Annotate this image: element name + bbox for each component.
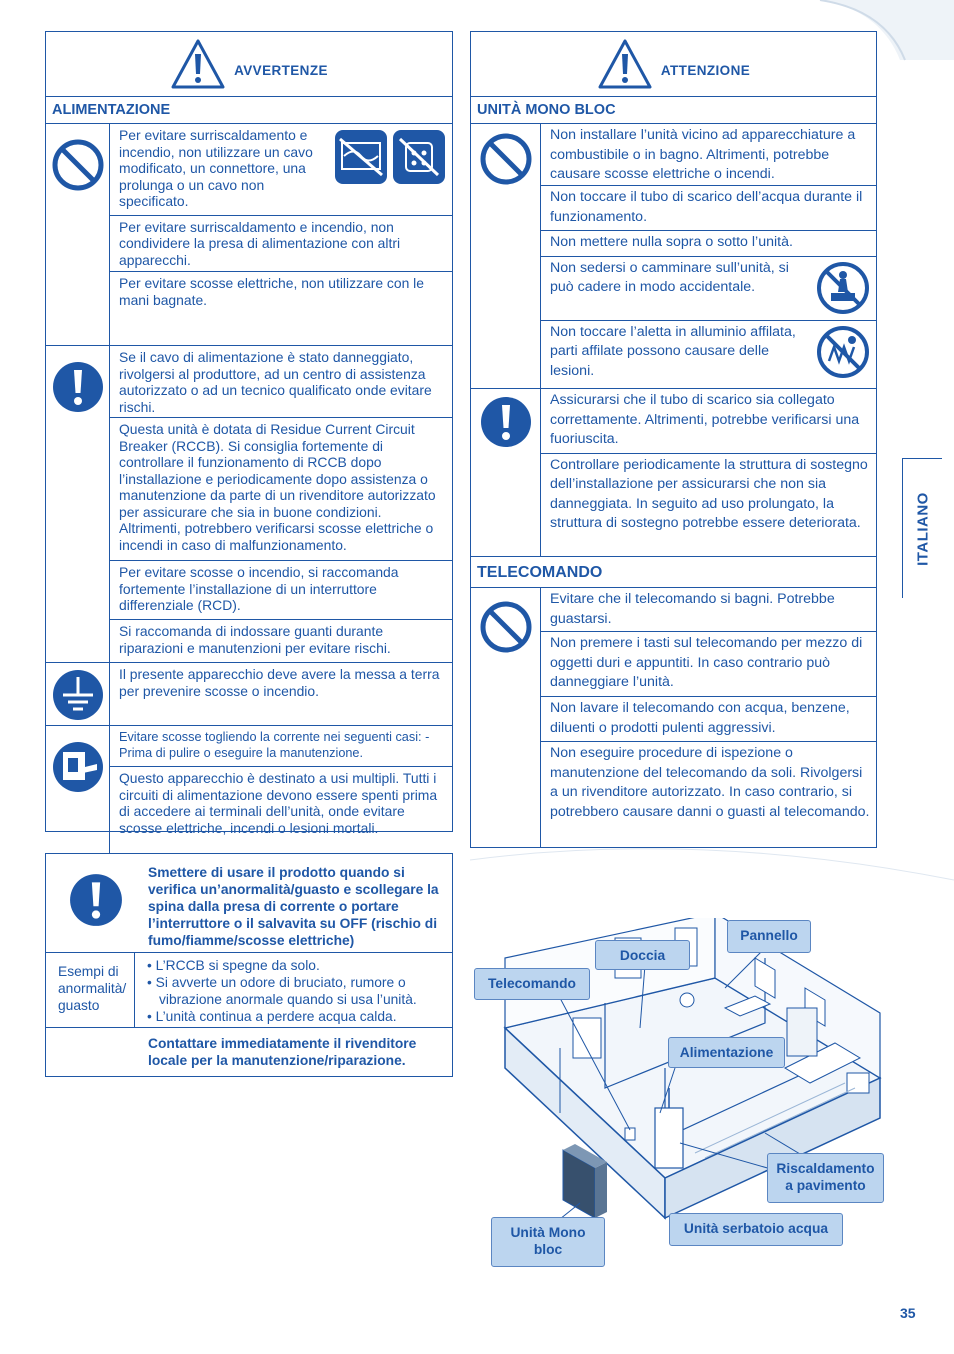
- prohibition-icon: [46, 124, 110, 345]
- warning-triangle-icon: [170, 38, 226, 90]
- warning-group-prohibition: [46, 124, 452, 346]
- warning-group-switch-off: [46, 726, 452, 862]
- caution-item: Non mettere nulla sopra o sotto l’unità.: [541, 231, 876, 257]
- no-touch-fin-icon: [816, 325, 870, 386]
- callout-riscaldamento: Riscaldamento a pavimento: [767, 1153, 884, 1203]
- callout-pannello: Pannello: [727, 920, 811, 953]
- switch-off-icon: [46, 726, 110, 862]
- ground-icon: [46, 663, 110, 725]
- caution-item: Non lavare il telecomando con acqua, benzene, diluenti o prodotti pulenti aggressivi.: [541, 697, 876, 742]
- callout-monobloc: Unità Mono bloc: [491, 1217, 605, 1267]
- warning-item: Questo apparecchio è destinato a usi multipli. Tutti i circuiti di alimentazione devono essere spenti prima di accedere ai terminali dell’unità, onde evitare scosse elettriche, incendi o lesioni mortali.: [119, 770, 438, 836]
- caution-panel: [470, 31, 877, 848]
- warning-pictograms: [334, 127, 446, 185]
- page-number: 35: [900, 1305, 916, 1321]
- caution-header: [471, 32, 876, 97]
- caution-item: Non premere i tasti sul telecomando per mezzo di oggetti duri e appuntiti. In caso contrario può danneggiare l’unità.: [541, 632, 876, 697]
- mandatory-icon: [46, 854, 146, 952]
- caution-item: Non sedersi o camminare sull’unità, si può cadere in modo accidentale.: [541, 257, 876, 321]
- warning-item: Per evitare scosse elettriche, non utilizzare con le mani bagnate.: [119, 275, 424, 308]
- prohibition-icon: [471, 124, 541, 388]
- callout-telecomando: Telecomando: [474, 968, 590, 1000]
- caution-item: Non eseguire procedure di ispezione o manutenzione del telecomando da soli. Rivolgersi a un rivenditore autorizzato. In caso contrario, si potrebbero causare danni o guasti al telecomando.: [550, 745, 870, 820]
- list-item: • Si avverte un odore di bruciato, rumore o vibrazione anormale quando si usa l’unità.: [147, 975, 417, 1007]
- caution-item: Non toccare il tubo di scarico dell’acqua durante il funzionamento.: [541, 186, 876, 231]
- caution-item: Assicurarsi che il tubo di scarico sia collegato correttamente. Altrimenti, potrebbe verificarsi una fuoriuscita.: [541, 389, 876, 454]
- warning-panel: [45, 31, 453, 836]
- no-shared-socket-icon: [392, 129, 446, 185]
- abnormality-examples: [135, 953, 452, 1027]
- caution-group-mandatory: [471, 389, 876, 557]
- section-mono-bloc: UNITÀ MONO BLOC: [471, 97, 876, 124]
- caution-item: Evitare che il telecomando si bagni. Potrebbe guastarsi.: [541, 588, 876, 632]
- language-tab: ITALIANO: [902, 458, 942, 598]
- caution-group-remote: [471, 588, 876, 847]
- caution-title: ATTENZIONE: [660, 62, 751, 78]
- abnormality-footer: Contattare immediatamente il rivenditore locale per la manutenzione/riparazione.: [148, 1036, 417, 1068]
- list-item: • L’unità continua a perdere acqua calda.: [147, 1009, 397, 1024]
- prohibition-icon: [471, 588, 541, 847]
- warning-item: Se il cavo di alimentazione è stato danneggiato, rivolgersi al produttore, ad un centro di assistenza autorizzato o ad un tecnico qualificato onde evitare rischi.: [110, 346, 452, 418]
- section-alimentazione: ALIMENTAZIONE: [46, 97, 452, 124]
- abnormality-panel: [45, 853, 453, 1077]
- caution-item: Controllare periodicamente la struttura di sostegno dell’installazione per assicurarsi che non sia danneggiata. In seguito ad uso prolungato, la struttura di sostegno potrebbe essere deteriorata.: [550, 456, 868, 532]
- abnormality-headline: Smettere di usare il prodotto quando si verifica un’anormalità/guasto e scollegare la spina dalla presa di corrente o portare l’interruttore o il salvavita su OFF (rischio di fumo/fiamme/scosse elettriche): [148, 865, 439, 948]
- callout-doccia: Doccia: [595, 940, 690, 970]
- callout-alimentazione: Alimentazione: [668, 1037, 785, 1068]
- warning-item: Questa unità è dotata di Residue Current Circuit Breaker (RCCB). Si consiglia fortemente di controllare il funzionamento di RCCB dopo l’installazione e periodicamente dopo assistenza o manutenzione da parte di un rivenditore autorizzato per assicurare che sia in buone condizioni. Altrimenti, potrebbero verificarsi scosse elettriche o incendi in caso di malfunzionamento.: [110, 418, 452, 561]
- callout-serbatoio: Unità serbatoio acqua: [669, 1213, 843, 1246]
- warning-item: Il presente apparecchio deve avere la messa a terra per prevenire scosse o incendio.: [119, 666, 440, 699]
- warning-item: Per evitare surriscaldamento e incendio, non utilizzare un cavo modificato, un connettore, una prolunga o un cavo non specificato.: [110, 124, 452, 216]
- warning-group-ground: [46, 663, 452, 726]
- caution-item: Non toccare l’aletta in alluminio affilata, parti affilate possono causare delle lesioni.: [541, 321, 876, 388]
- no-sitting-icon: [816, 261, 870, 322]
- mandatory-icon: [46, 346, 110, 662]
- section-telecomando: TELECOMANDO: [471, 557, 876, 588]
- warning-header: [46, 32, 452, 97]
- no-extension-cord-icon: [334, 129, 388, 185]
- caution-item: Non installare l’unità vicino ad apparecchiature a combustibile o in bagno. Altrimenti, potrebbe causare scosse elettriche o incendi.: [541, 124, 876, 186]
- warning-item: Evitare scosse togliendo la corrente nei seguenti casi: - Prima di pulire o eseguire la manutenzione.: [110, 726, 452, 767]
- warning-item: Per evitare surriscaldamento e incendio, non condividere la presa di alimentazione con altri apparecchi.: [110, 216, 452, 273]
- abnormality-label: Esempi di anormalità/ guasto: [46, 953, 135, 1027]
- warning-title: AVVERTENZE: [234, 62, 328, 78]
- warning-item: Si raccomanda di indossare guanti durante riparazioni e manutenzioni per evitare rischi.: [119, 623, 391, 656]
- mandatory-icon: [471, 389, 541, 556]
- caution-group-prohibition: [471, 124, 876, 389]
- caution-triangle-icon: [597, 38, 653, 90]
- warning-item: Per evitare scosse o incendio, si raccomanda fortemente l’installazione di un interruttore differenziale (RCD).: [110, 561, 452, 620]
- warning-group-mandatory: [46, 346, 452, 663]
- list-item: • L’RCCB si spegne da solo.: [147, 958, 320, 973]
